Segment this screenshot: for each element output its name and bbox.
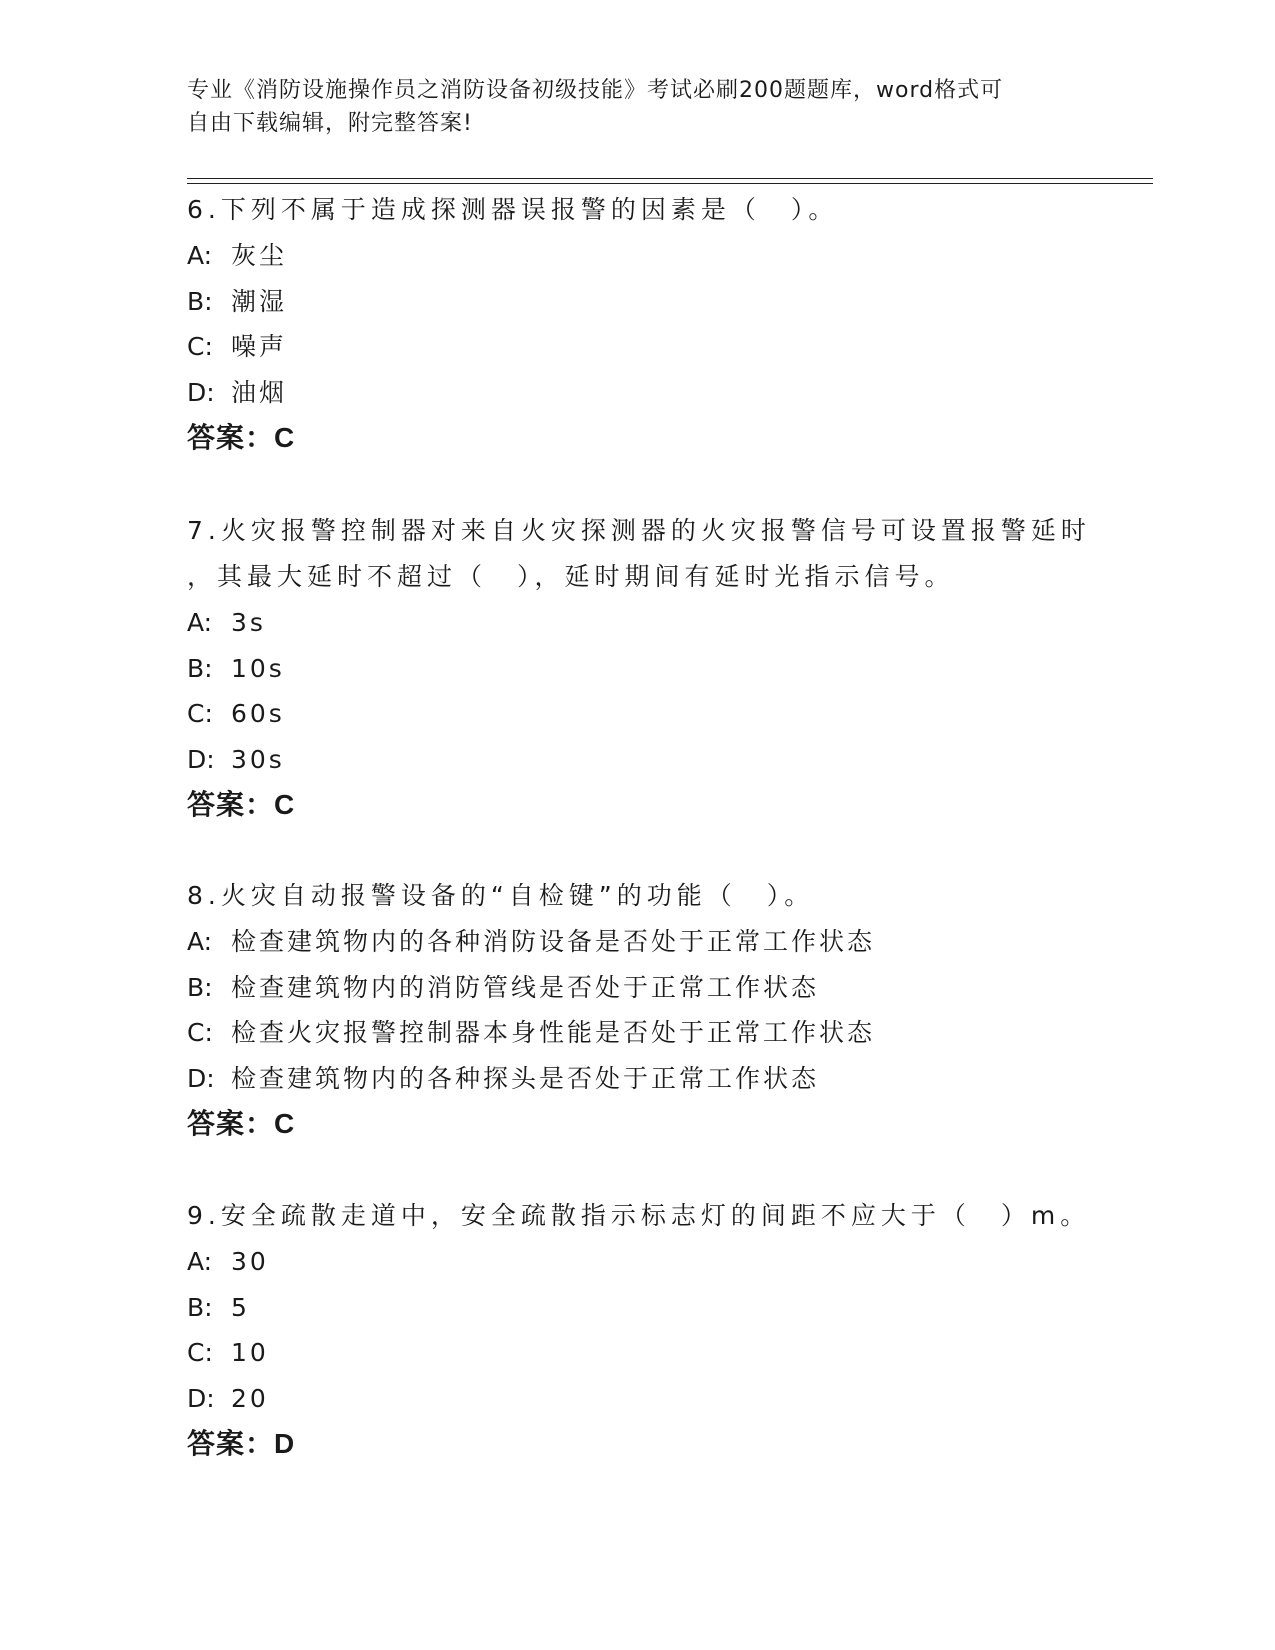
option-label: A:	[187, 241, 213, 270]
question-block	[187, 187, 1087, 461]
option-d	[187, 1056, 1087, 1102]
document-header	[187, 74, 1067, 140]
question-stem: 6.下列不属于造成探测器误报警的因素是（ ）。	[187, 195, 839, 224]
option-d	[187, 370, 1087, 416]
answer-line: 答案：D	[187, 1428, 296, 1459]
header-divider-bottom	[187, 183, 1153, 184]
option-text: 30	[231, 1247, 269, 1276]
option-text: 检查建筑物内的各种探头是否处于正常工作状态	[231, 1063, 820, 1093]
option-label: C:	[187, 699, 213, 728]
answer-line: 答案：C	[187, 422, 296, 453]
question-stem: 8.火灾自动报警设备的“自检键”的功能（ ）。	[187, 881, 815, 910]
option-a	[187, 233, 1087, 279]
question-block	[187, 873, 1087, 1147]
option-b	[187, 1285, 1087, 1331]
question-block	[187, 1193, 1091, 1467]
option-text: 油烟	[231, 377, 288, 407]
answer-line: 答案：C	[187, 789, 296, 820]
question-block	[187, 508, 1091, 828]
option-c	[187, 691, 1087, 737]
option-text: 检查火灾报警控制器本身性能是否处于正常工作状态	[231, 1018, 876, 1047]
option-text: 噪声	[231, 332, 288, 361]
option-text: 30s	[231, 744, 285, 774]
question-stem: 7.火灾报警控制器对来自火灾探测器的火灾报警信号可设置报警延时	[187, 516, 1091, 545]
option-c	[187, 324, 1087, 370]
option-text: 60s	[231, 699, 285, 728]
option-text: 10s	[231, 653, 285, 683]
option-text: 3s	[231, 608, 266, 637]
option-text: 检查建筑物内的消防管线是否处于正常工作状态	[231, 972, 820, 1002]
option-text: 5	[231, 1292, 250, 1322]
header-line-1: 专业《消防设施操作员之消防设备初级技能》考试必刷200题题库，word格式可	[187, 78, 1004, 103]
option-label: C:	[187, 332, 213, 361]
option-label: B:	[187, 286, 213, 316]
answer-line: 答案：C	[187, 1108, 296, 1139]
question-stem-continued: ，其最大延时不超过（ ），延时期间有延时光指示信号。	[187, 562, 955, 591]
question-stem: 9.安全疏散走道中，安全疏散指示标志灯的间距不应大于（ ）m。	[187, 1201, 1091, 1230]
option-text: 20	[231, 1383, 269, 1413]
option-b	[187, 279, 1087, 325]
option-label: A:	[187, 927, 213, 956]
option-text: 10	[231, 1338, 269, 1367]
option-a	[187, 1239, 1087, 1285]
option-label: C:	[187, 1018, 213, 1047]
option-a	[187, 600, 1087, 646]
option-c	[187, 1010, 1087, 1056]
option-text: 灰尘	[231, 241, 288, 270]
option-d	[187, 1376, 1087, 1422]
option-c	[187, 1330, 1087, 1376]
option-text: 检查建筑物内的各种消防设备是否处于正常工作状态	[231, 927, 876, 956]
option-label: A:	[187, 608, 213, 637]
option-label: D:	[187, 377, 215, 407]
option-label: B:	[187, 653, 213, 683]
option-a	[187, 919, 1087, 965]
option-label: A:	[187, 1247, 213, 1276]
option-label: D:	[187, 1383, 215, 1413]
header-line-2: 自由下载编辑，附完整答案!	[187, 111, 473, 136]
header-divider-top	[187, 178, 1153, 179]
option-text: 潮湿	[231, 286, 288, 316]
option-b	[187, 646, 1087, 692]
option-label: D:	[187, 744, 215, 774]
option-label: D:	[187, 1063, 215, 1093]
option-b	[187, 965, 1087, 1011]
option-label: B:	[187, 1292, 213, 1322]
option-d	[187, 737, 1087, 783]
option-label: C:	[187, 1338, 213, 1367]
option-label: B:	[187, 972, 213, 1002]
